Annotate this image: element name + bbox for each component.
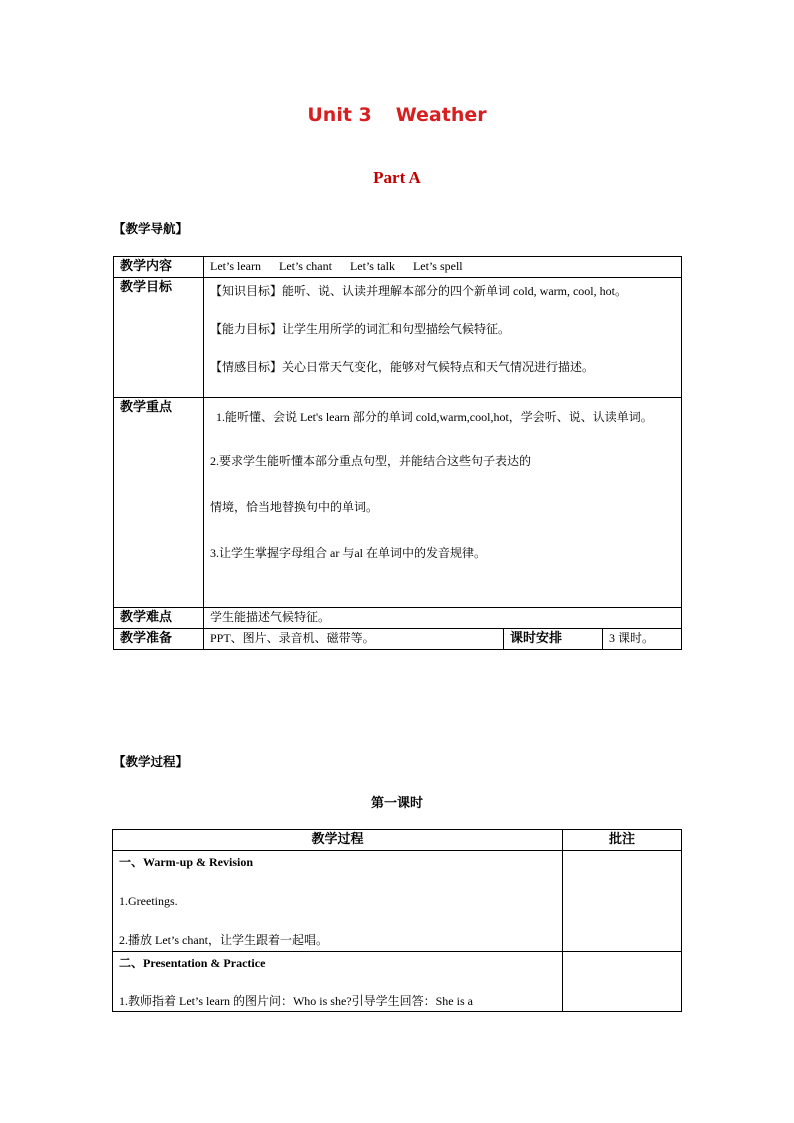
title-unit: Unit 3 [307,104,372,126]
process-row-presentation [113,952,682,1012]
row-key-points [114,398,682,608]
key-point-1: 1.能听懂、会说 Let's learn 部分的单词 cold,warm,cool,hot，学会听、说、认读单词。 [216,410,653,424]
section1-title: 一、Warm-up & Revision [119,855,254,869]
prep-label: 教学准备 [114,629,204,650]
goal-knowledge: 【知识目标】能听、说、认读并理解本部分的四个新单词 cold, warm, cool, hot。 [210,284,627,298]
section2-item-1: 1.教师指着 Let’s learn 的图片问：Who is she?引导学生回答：She is a [119,994,473,1008]
content-item: Let’s spell [412,259,463,273]
process-heading: 【教学过程】 [113,755,189,769]
presentation-cell [113,952,563,1012]
lesson-title: 第一课时 [370,795,423,810]
key-point-3: 3.让学生掌握字母组合 ar 与al 在单词中的发音规律。 [210,546,486,560]
process-header-row [113,830,682,851]
content-item: Let’s talk [349,259,395,273]
warmup-notes-cell [563,851,682,952]
goal-label: 教学目标 [114,278,204,398]
page-subtitle: Part A [373,168,421,187]
row-difficulty [114,608,682,629]
col-notes-header: 批注 [563,830,682,851]
row-preparation [114,629,682,650]
presentation-notes-cell [563,952,682,1012]
goal-emotion: 【情感目标】关心日常天气变化，能够对气候特点和天气情况进行描述。 [210,360,595,374]
content-label: 教学内容 [114,257,204,278]
section2-title: 二、Presentation & Practice [119,956,266,970]
key-cell [204,398,682,608]
content-item: Let’s chant [278,259,332,273]
difficulty-label: 教学难点 [114,608,204,629]
section1-item-2: 2.播放 Let’s chant，让学生跟着一起唱。 [119,933,328,947]
title-topic: Weather [395,104,487,126]
process-row-warmup [113,851,682,952]
row-goals [114,278,682,398]
schedule-value: 3 课时。 [603,629,682,650]
goal-cell [204,278,682,398]
col-process-header: 教学过程 [113,830,563,851]
warmup-cell [113,851,563,952]
content-items [204,257,682,278]
content-item: Let’s learn [210,259,261,273]
section1-item-1: 1.Greetings. [119,894,178,908]
key-point-2b: 情境，恰当地替换句中的单词。 [210,500,379,514]
teaching-guide-table [113,256,682,650]
prep-value: PPT、图片、录音机、磁带等。 [204,629,504,650]
row-content [114,257,682,278]
key-label: 教学重点 [114,398,204,608]
goal-ability: 【能力目标】让学生用所学的词汇和句型描绘气候特征。 [210,322,511,336]
guide-heading: 【教学导航】 [113,222,189,236]
key-point-2a: 2.要求学生能听懂本部分重点句型，并能结合这些句子表达的 [210,454,532,468]
schedule-label: 课时安排 [504,629,603,650]
page-title [0,104,794,126]
difficulty-value: 学生能描述气候特征。 [204,608,682,629]
teaching-process-table [112,829,682,1012]
